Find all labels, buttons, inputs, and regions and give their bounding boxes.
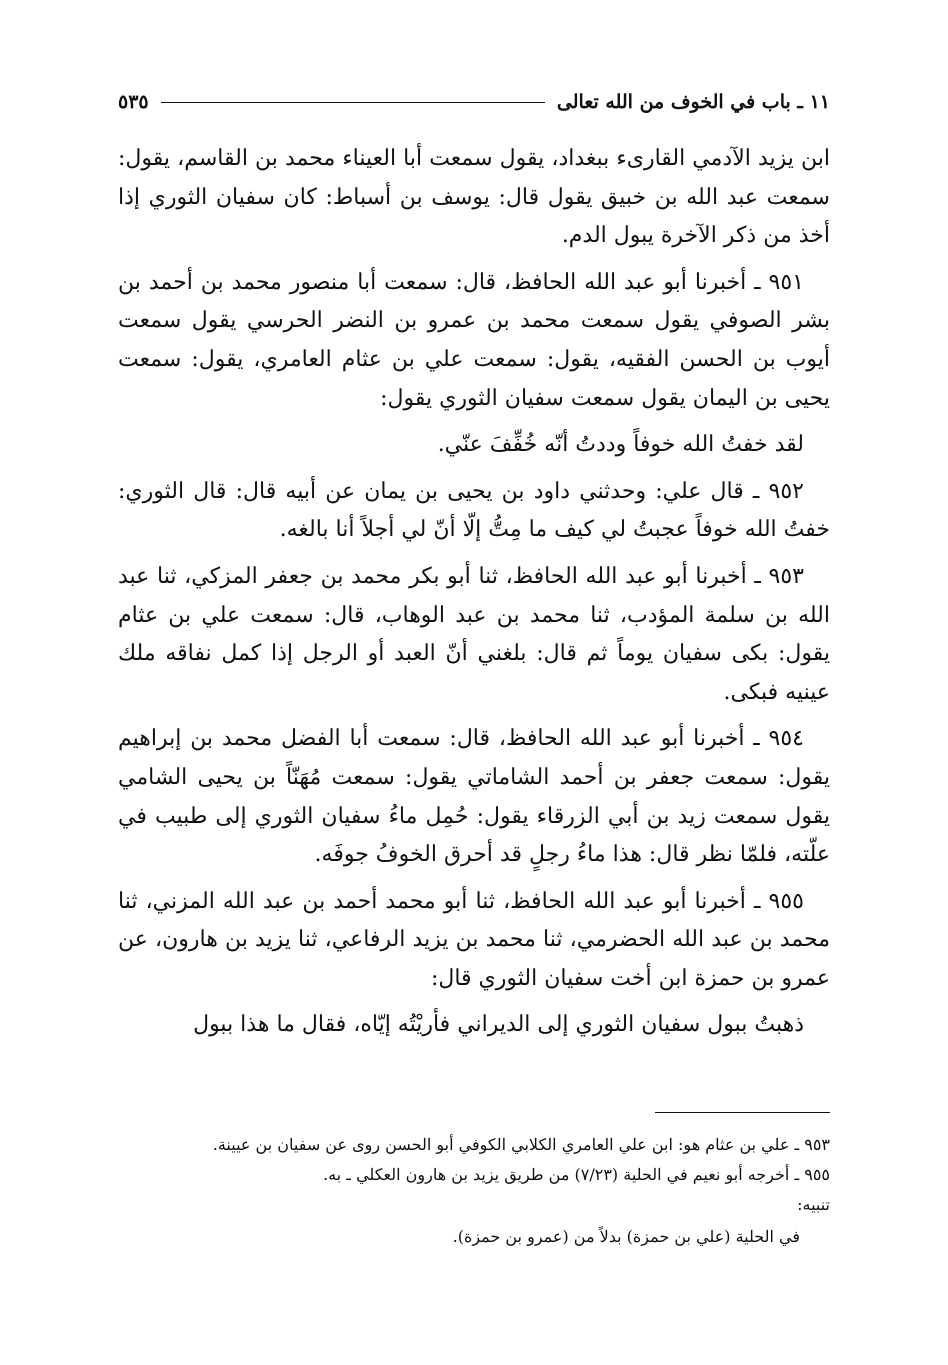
running-header	[118, 86, 830, 118]
paragraph-954: ٩٥٤ ـ أخبرنا أبو عبد الله الحافظ، قال: سمعت أبا الفضل محمد بن إبراهيم يقول: سمعت جعفر بن أحمد الشاماتي يقول: سمعت مُهَنّاً بن يحيى الشامي يقول سمعت زيد بن أبي الزرقاء يقول: حُمِل ماءُ سفيان الثوري إلى طبيب في علّته، فلمّا نظر قال: هذا ماءُ رجلٍ قد أحرق الخوفُ جوفَه.	[118, 726, 830, 868]
footnotes	[118, 1130, 830, 1252]
paragraph-951: ٩٥١ ـ أخبرنا أبو عبد الله الحافظ، قال: سمعت أبا منصور محمد بن أحمد بن بشر الصوفي يقول سمعت محمد بن عمرو بن النضر الحرسي يقول سمعت أيوب بن الحسن الفقيه، يقول: سمعت علي بن عثام العامري، يقول: سمعت يحيى بن اليمان يقول سمعت سفيان الثوري يقول:	[118, 269, 830, 411]
main-text	[118, 140, 830, 1053]
footnote-953: ٩٥٣ ـ علي بن عثام هو: ابن علي العامري الكلابي الكوفي أبو الحسن روى عن سفيان بن عيينة.	[212, 1135, 830, 1154]
header-rule	[161, 102, 545, 103]
footnote-955: ٩٥٥ ـ أخرجه أبو نعيم في الحلية (٧/٢٣) من طريق يزيد بن هارون العكلي ـ به.	[323, 1165, 830, 1184]
paragraph-continuation: ابن يزيد الآدمي القارىء ببغداد، يقول سمعت أبا العيناء محمد بن القاسم، يقول: سمعت عبد الله بن خبيق يقول قال: يوسف بن أسباط: كان سفيان الثوري إذا أخذ من ذكر الآخرة يبول الدم.	[118, 146, 830, 249]
quote-951: لقد خفتُ الله خوفاً وددتُ أنّه خُفِّفَ عنّي.	[437, 432, 804, 458]
page-number: ٥٣٥	[118, 91, 149, 113]
quote-955: ذهبتُ ببول سفيان الثوري إلى الديراني فأريْتُه إيّاه، فقال ما هذا ببول	[193, 1012, 804, 1038]
footnote-note-text: في الحلية (علي بن حمزة) بدلاً من (عمرو بن حمزة).	[452, 1227, 800, 1246]
paragraph-952: ٩٥٢ ـ قال علي: وحدثني داود بن يحيى بن يمان عن أبيه قال: قال الثوري: خفتُ الله خوفاً عجبتُ لي كيف ما مِتُّ إلّا أنّ لي أجلاً أنا بالغه.	[118, 478, 830, 543]
chapter-title: ١١ ـ باب في الخوف من الله تعالى	[556, 91, 830, 113]
paragraph-953: ٩٥٣ ـ أخبرنا أبو عبد الله الحافظ، ثنا أبو بكر محمد بن جعفر المزكي، ثنا عبد الله بن سلمة المؤدب، ثنا محمد بن عبد الوهاب، قال: سمعت علي بن عثام يقول: بكى سفيان يوماً ثم قال: بلغني أنّ العبد أو الرجل إذا كمل نفاقه ملك عينيه فبكى.	[118, 563, 830, 705]
paragraph-955: ٩٥٥ ـ أخبرنا أبو عبد الله الحافظ، ثنا أبو محمد أحمد بن عبد الله المزني، ثنا محمد بن عبد الله الحضرمي، ثنا محمد بن يزيد الرفاعي، ثنا يزيد بن هارون، عن عمرو بن حمزة ابن أخت سفيان الثوري قال:	[118, 888, 830, 991]
footnote-note-label: تنبيه:	[797, 1195, 830, 1214]
footnote-separator	[655, 1112, 830, 1113]
